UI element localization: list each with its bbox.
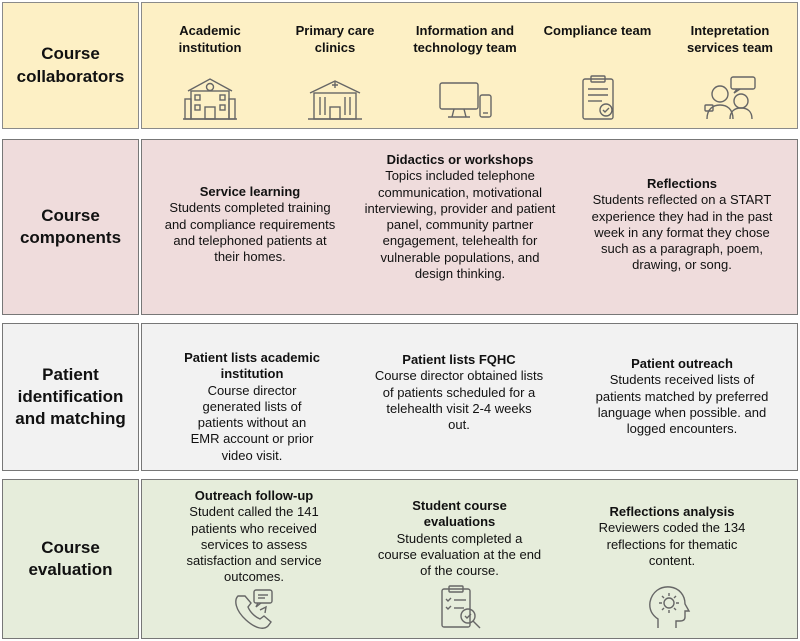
cell-body: Student called the 141 patients who received services to assess satisfaction and service outcomes. [186,504,322,585]
collaborator-title: Compliance team [543,23,652,38]
cell-body: Students received lists of patients matched by preferred language when possible. and logged encounters. [595,372,769,436]
patient-lists-academic [182,350,322,464]
component-reflections [582,176,782,274]
cell-heading: Didactics or workshops [386,152,534,167]
cell-heading: Reflections analysis [609,504,735,519]
row-label: Course evaluation [2,479,139,639]
evaluation-clipboard-icon [434,584,484,630]
collaborator-academic-institution [150,3,270,128]
collaborator-title: Primary care clinics [295,23,375,55]
cell-body: Course director generated lists of patients without an EMR account or prior video visit. [190,382,314,463]
row-course-evaluation [2,479,798,639]
cell-body: Reviewers coded the 134 reflections for thematic content. [598,520,746,568]
cell-body: Students completed a course evaluation at the end of the course. [377,530,542,578]
collaborator-title: Information and technology team [413,23,517,55]
hospital-icon [306,75,364,121]
row-label: Course collaborators [2,2,139,129]
patient-identification-panel [141,323,798,471]
evaluation-reflections-analysis [587,504,757,569]
collaborator-information-technology-team [400,3,530,128]
interpreters-icon [701,75,759,121]
cell-body: Course director obtained lists of patients scheduled for a telehealth visit 2-4 weeks out. [374,368,544,432]
cell-heading: Patient outreach [631,356,733,371]
cell-heading: Service learning [199,184,301,199]
cell-body: Students reflected on a START experience they had in the past week in any format they chose such as a paragraph, poem, drawing, or song. [591,192,773,273]
collaborators-panel [141,2,798,129]
cell-heading: Outreach follow-up [194,488,314,503]
collaborator-title: Academic institution [178,23,242,55]
patient-outreach [587,356,777,437]
phone-call-icon [230,586,280,632]
clipboard-check-icon [569,75,627,121]
row-label: Course components [2,139,139,315]
cell-heading: Student course evaluations [412,498,507,530]
component-service-learning [160,184,340,265]
component-didactics [360,152,560,282]
row-label: Patient identification and matching [2,323,139,471]
evaluation-student-course [377,498,542,579]
row-patient-identification [2,323,798,471]
collaborator-title: Intepretation services team [686,23,773,55]
evaluation-outreach-follow-up [174,488,334,586]
collaborator-compliance-team [535,3,660,128]
collaborator-interpretation-services-team [665,3,795,128]
cell-heading: Reflections [646,176,718,191]
cell-heading: Patient lists academic institution [184,350,320,382]
patient-lists-fqhc [374,352,544,433]
cell-heading: Patient lists FQHC [402,352,516,367]
row-course-collaborators [2,2,798,129]
computer-devices-icon [436,75,494,121]
components-panel [141,139,798,315]
cell-body: Topics included telephone communication, motivational interviewing, provider and patient panel, community partner engagement, telehealth for vulnerable populations, and design thinking. [364,168,556,281]
head-gear-icon [644,584,694,630]
evaluation-panel [141,479,798,639]
row-course-components [2,139,798,315]
collaborator-primary-care-clinics [275,3,395,128]
cell-body: Students completed training and compliance requirements and telephoned patients at their homes. [164,200,336,264]
school-building-icon [181,75,239,121]
